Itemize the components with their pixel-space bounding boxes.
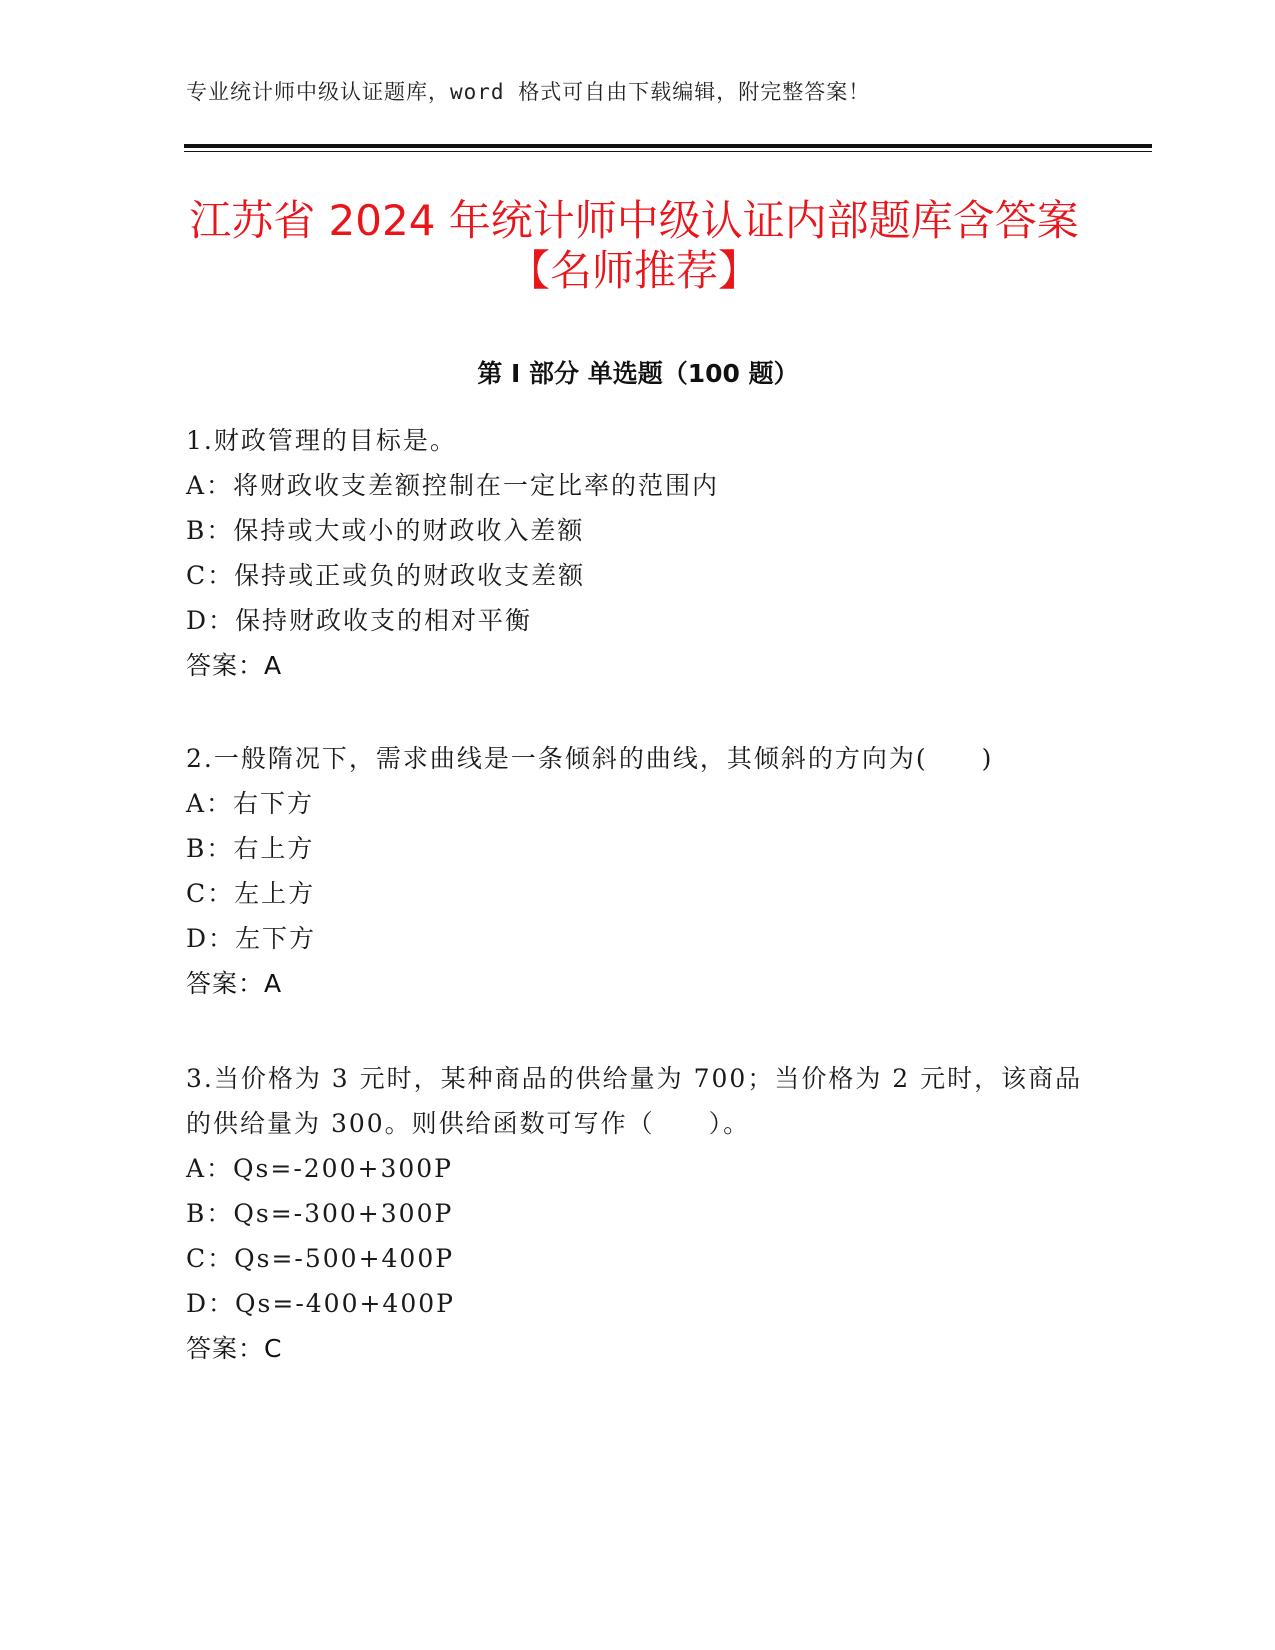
question-stem: 2.一般隋况下，需求曲线是一条倾斜的曲线，其倾斜的方向为( ) (186, 744, 994, 773)
option-c: C：保持或正或负的财政收支差额 (186, 561, 586, 590)
question-3 (186, 1056, 1086, 1371)
option-a: A：Qs=-200+300P (186, 1154, 453, 1183)
answer: 答案：A (186, 651, 283, 680)
option-a: A：将财政收支差额控制在一定比率的范围内 (186, 471, 720, 500)
header-rule-thick (184, 144, 1152, 148)
option-a: A：右下方 (186, 789, 315, 818)
option-c: C：左上方 (186, 879, 316, 908)
question-stem: 1.财政管理的目标是。 (186, 426, 457, 455)
option-d: D：保持财政收支的相对平衡 (186, 606, 533, 635)
option-c: C：Qs=-500+400P (186, 1244, 455, 1273)
option-b: B：Qs=-300+300P (186, 1199, 454, 1228)
option-d: D：左下方 (186, 924, 317, 953)
header-rule-thin (184, 151, 1152, 152)
option-b: B：右上方 (186, 834, 315, 863)
answer: 答案：A (186, 969, 283, 998)
document-title: 江苏省 2024 年统计师中级认证内部题库含答案【名师推荐】 (189, 196, 1079, 295)
question-1 (186, 418, 1086, 688)
question-2 (186, 736, 1086, 1006)
section-heading: 第 I 部分 单选题（100 题） (477, 359, 799, 388)
answer: 答案：C (186, 1334, 283, 1363)
option-d: D：Qs=-400+400P (186, 1289, 455, 1318)
question-stem: 3.当价格为 3 元时，某种商品的供给量为 700；当价格为 2 元时，该商品的供给量为 300。则供给函数可写作（ ）。 (186, 1064, 1083, 1138)
option-b: B：保持或大或小的财政收入差额 (186, 516, 585, 545)
header-note: 专业统计师中级认证题库，word 格式可自由下载编辑，附完整答案！ (186, 80, 871, 104)
